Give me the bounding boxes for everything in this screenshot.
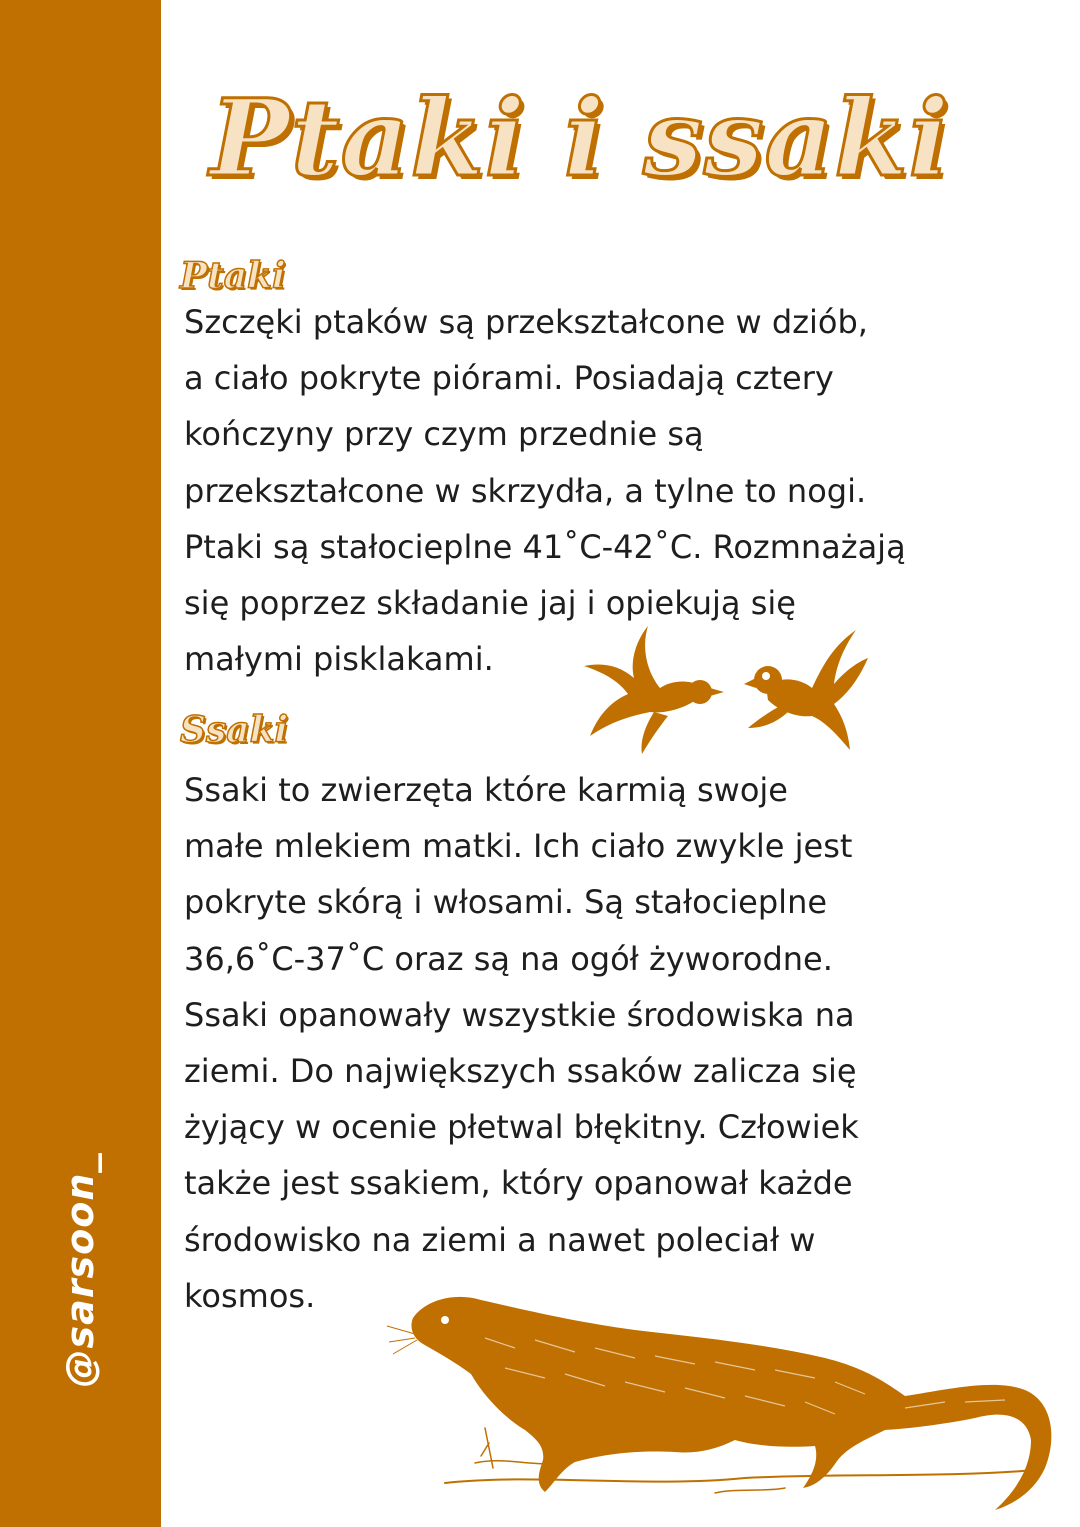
swallow-right-icon bbox=[744, 630, 868, 750]
text-line: także jest ssakiem, który opanował każde bbox=[184, 1164, 853, 1203]
text-line: Ssaki opanowały wszystkie środowiska na bbox=[184, 995, 855, 1034]
text-line: środowisko na ziemi a nawet poleciał w bbox=[184, 1220, 816, 1259]
text-line: ziemi. Do największych ssaków zalicza się bbox=[184, 1052, 857, 1091]
text-line: Ptaki są stałocieplne 41˚C-42˚C. Rozmnażają bbox=[184, 527, 906, 566]
text-line: kosmos. bbox=[184, 1276, 316, 1315]
text-line: 36,6˚C-37˚C oraz są na ogół żyworodne. bbox=[184, 939, 833, 978]
section-heading-ptaki: Ptaki bbox=[180, 255, 286, 297]
swallow-left-icon bbox=[584, 626, 724, 754]
text-line: kończyny przy czym przednie są bbox=[184, 415, 704, 454]
section-text-ssaki bbox=[184, 762, 1054, 1324]
text-line: a ciało pokryte piórami. Posiadają cztery bbox=[184, 359, 834, 398]
sidebar bbox=[0, 0, 161, 1527]
section-heading-ssaki: Ssaki bbox=[180, 709, 289, 751]
mongoose-body-icon bbox=[411, 1297, 1051, 1510]
swallows-illustration bbox=[580, 618, 870, 758]
ground-line bbox=[445, 1470, 1035, 1483]
page-title: Ptaki i ssaki bbox=[210, 75, 950, 200]
text-line: przekształcone w skrzydła, a tylne to nogi. bbox=[184, 471, 867, 510]
text-line: pokryte skórą i włosami. Są stałocieplne bbox=[184, 883, 828, 922]
text-line: Ssaki to zwierzęta które karmią swoje bbox=[184, 771, 788, 809]
text-line: małymi pisklakami. bbox=[184, 640, 494, 679]
mongoose-illustration bbox=[385, 1278, 1075, 1523]
text-line: się poprzez składanie jaj i opiekują się bbox=[184, 584, 796, 623]
author-handle: @sarsoon_ bbox=[58, 1152, 102, 1388]
text-line: małe mlekiem matki. Ich ciało zwykle jest bbox=[184, 827, 853, 866]
text-line: Szczęki ptaków są przekształcone w dziób, bbox=[184, 303, 868, 341]
text-line: żyjący w ocenie płetwal błękitny. Człowiek bbox=[184, 1108, 859, 1147]
